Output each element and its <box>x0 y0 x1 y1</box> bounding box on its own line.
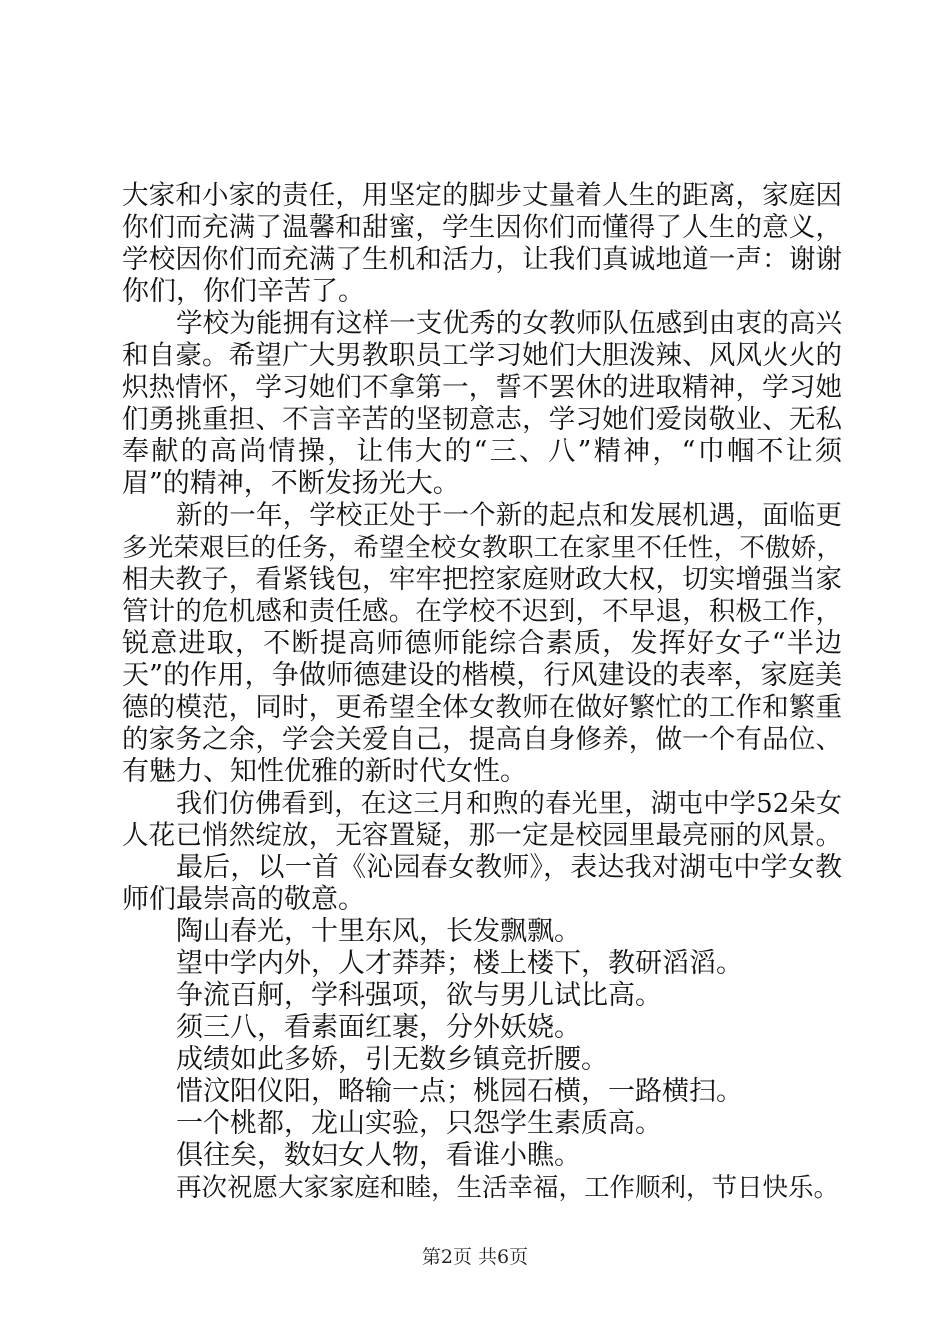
text-line: 大家和小家的责任，用坚定的脚步丈量着人生的距离，家庭因 <box>122 180 842 211</box>
text-line: 眉”的精神，不断发扬光大。 <box>122 468 460 499</box>
text-line: 师们最崇高的敬意。 <box>122 884 365 915</box>
poem-line: 成绩如此多娇，引无数乡镇竞折腰。 <box>176 1044 608 1075</box>
poem-line: 陶山春光，十里东风，长发飘飘。 <box>176 916 581 947</box>
poem <box>122 916 842 1204</box>
poem-line: 惜汶阳仪阳，略输一点；桃园石横，一路横扫。 <box>176 1076 743 1107</box>
text-line: 的家务之余，学会关爱自己，提高自身修养，做一个有品位、 <box>122 724 842 755</box>
poem-line: 望中学内外，人才莽莽；楼上楼下，教研滔滔。 <box>176 948 743 979</box>
closing-line: 再次祝愿大家家庭和睦，生活幸福，工作顺利，节日快乐。 <box>176 1173 840 1203</box>
text-line: 炽热情怀，学习她们不拿第一，誓不罢休的进取精神，学习她 <box>122 372 842 403</box>
paragraph-2 <box>122 308 842 500</box>
poem-line: 争流百舸，学科强项，欲与男儿试比高。 <box>176 980 662 1011</box>
poem-line: 须三八，看素面红裹，分外妖娆。 <box>176 1012 581 1043</box>
text-line: 奉献的高尚情操，让伟大的“三、八”精神，“巾帼不让须 <box>122 436 842 467</box>
text-line: 你们而充满了温馨和甜蜜，学生因你们而懂得了人生的意义， <box>122 212 842 243</box>
text-line: 学校因你们而充满了生机和活力，让我们真诚地道一声：谢谢 <box>122 244 842 275</box>
text-line: 你们，你们辛苦了。 <box>122 276 365 307</box>
poem-line: 俱往矣，数妇女人物，看谁小瞧。 <box>176 1140 581 1171</box>
text-line: 人花已悄然绽放，无容置疑，那一定是校园里最亮丽的风景。 <box>122 820 842 851</box>
paragraph-5 <box>122 852 842 916</box>
text-line: 天”的作用，争做师德建设的楷模，行风建设的表率，家庭美 <box>122 660 842 691</box>
text-line: 和自豪。希望广大男教职员工学习她们大胆泼辣、风风火火的 <box>122 340 842 371</box>
text-line: 最后，以一首《沁园春女教师》，表达我对湖屯中学女教 <box>176 852 842 883</box>
text-line: 相夫教子，看紧钱包，牢牢把控家庭财政大权，切实增强当家 <box>122 564 842 595</box>
text-line: 德的模范，同时，更希望全体女教师在做好繁忙的工作和繁重 <box>122 692 842 723</box>
text-line: 锐意进取，不断提高师德师能综合素质，发挥好女子“半边 <box>122 628 842 659</box>
text-line: 多光荣艰巨的任务，希望全校女教职工在家里不任性，不傲娇， <box>122 533 842 563</box>
text-line: 学校为能拥有这样一支优秀的女教师队伍感到由衷的高兴 <box>176 308 842 339</box>
page-number-footer: 第2页 共6页 <box>421 1246 529 1268</box>
text-line: 管计的危机感和责任感。在学校不迟到，不早退，积极工作， <box>122 596 842 627</box>
text-line: 新的一年，学校正处于一个新的起点和发展机遇，面临更 <box>176 500 842 531</box>
text-line: 们勇挑重担、不言辛苦的坚韧意志，学习她们爱岗敬业、无私 <box>122 404 842 435</box>
body-text <box>122 180 842 1204</box>
paragraph-1 <box>122 180 842 308</box>
text-line: 我们仿佛看到，在这三月和煦的春光里，湖屯中学52朵女 <box>176 789 842 819</box>
poem-line: 一个桃都，龙山实验，只怨学生素质高。 <box>176 1108 662 1139</box>
text-line: 有魅力、知性优雅的新时代女性。 <box>122 756 527 787</box>
paragraph-4 <box>122 788 842 852</box>
paragraph-3 <box>122 500 842 788</box>
